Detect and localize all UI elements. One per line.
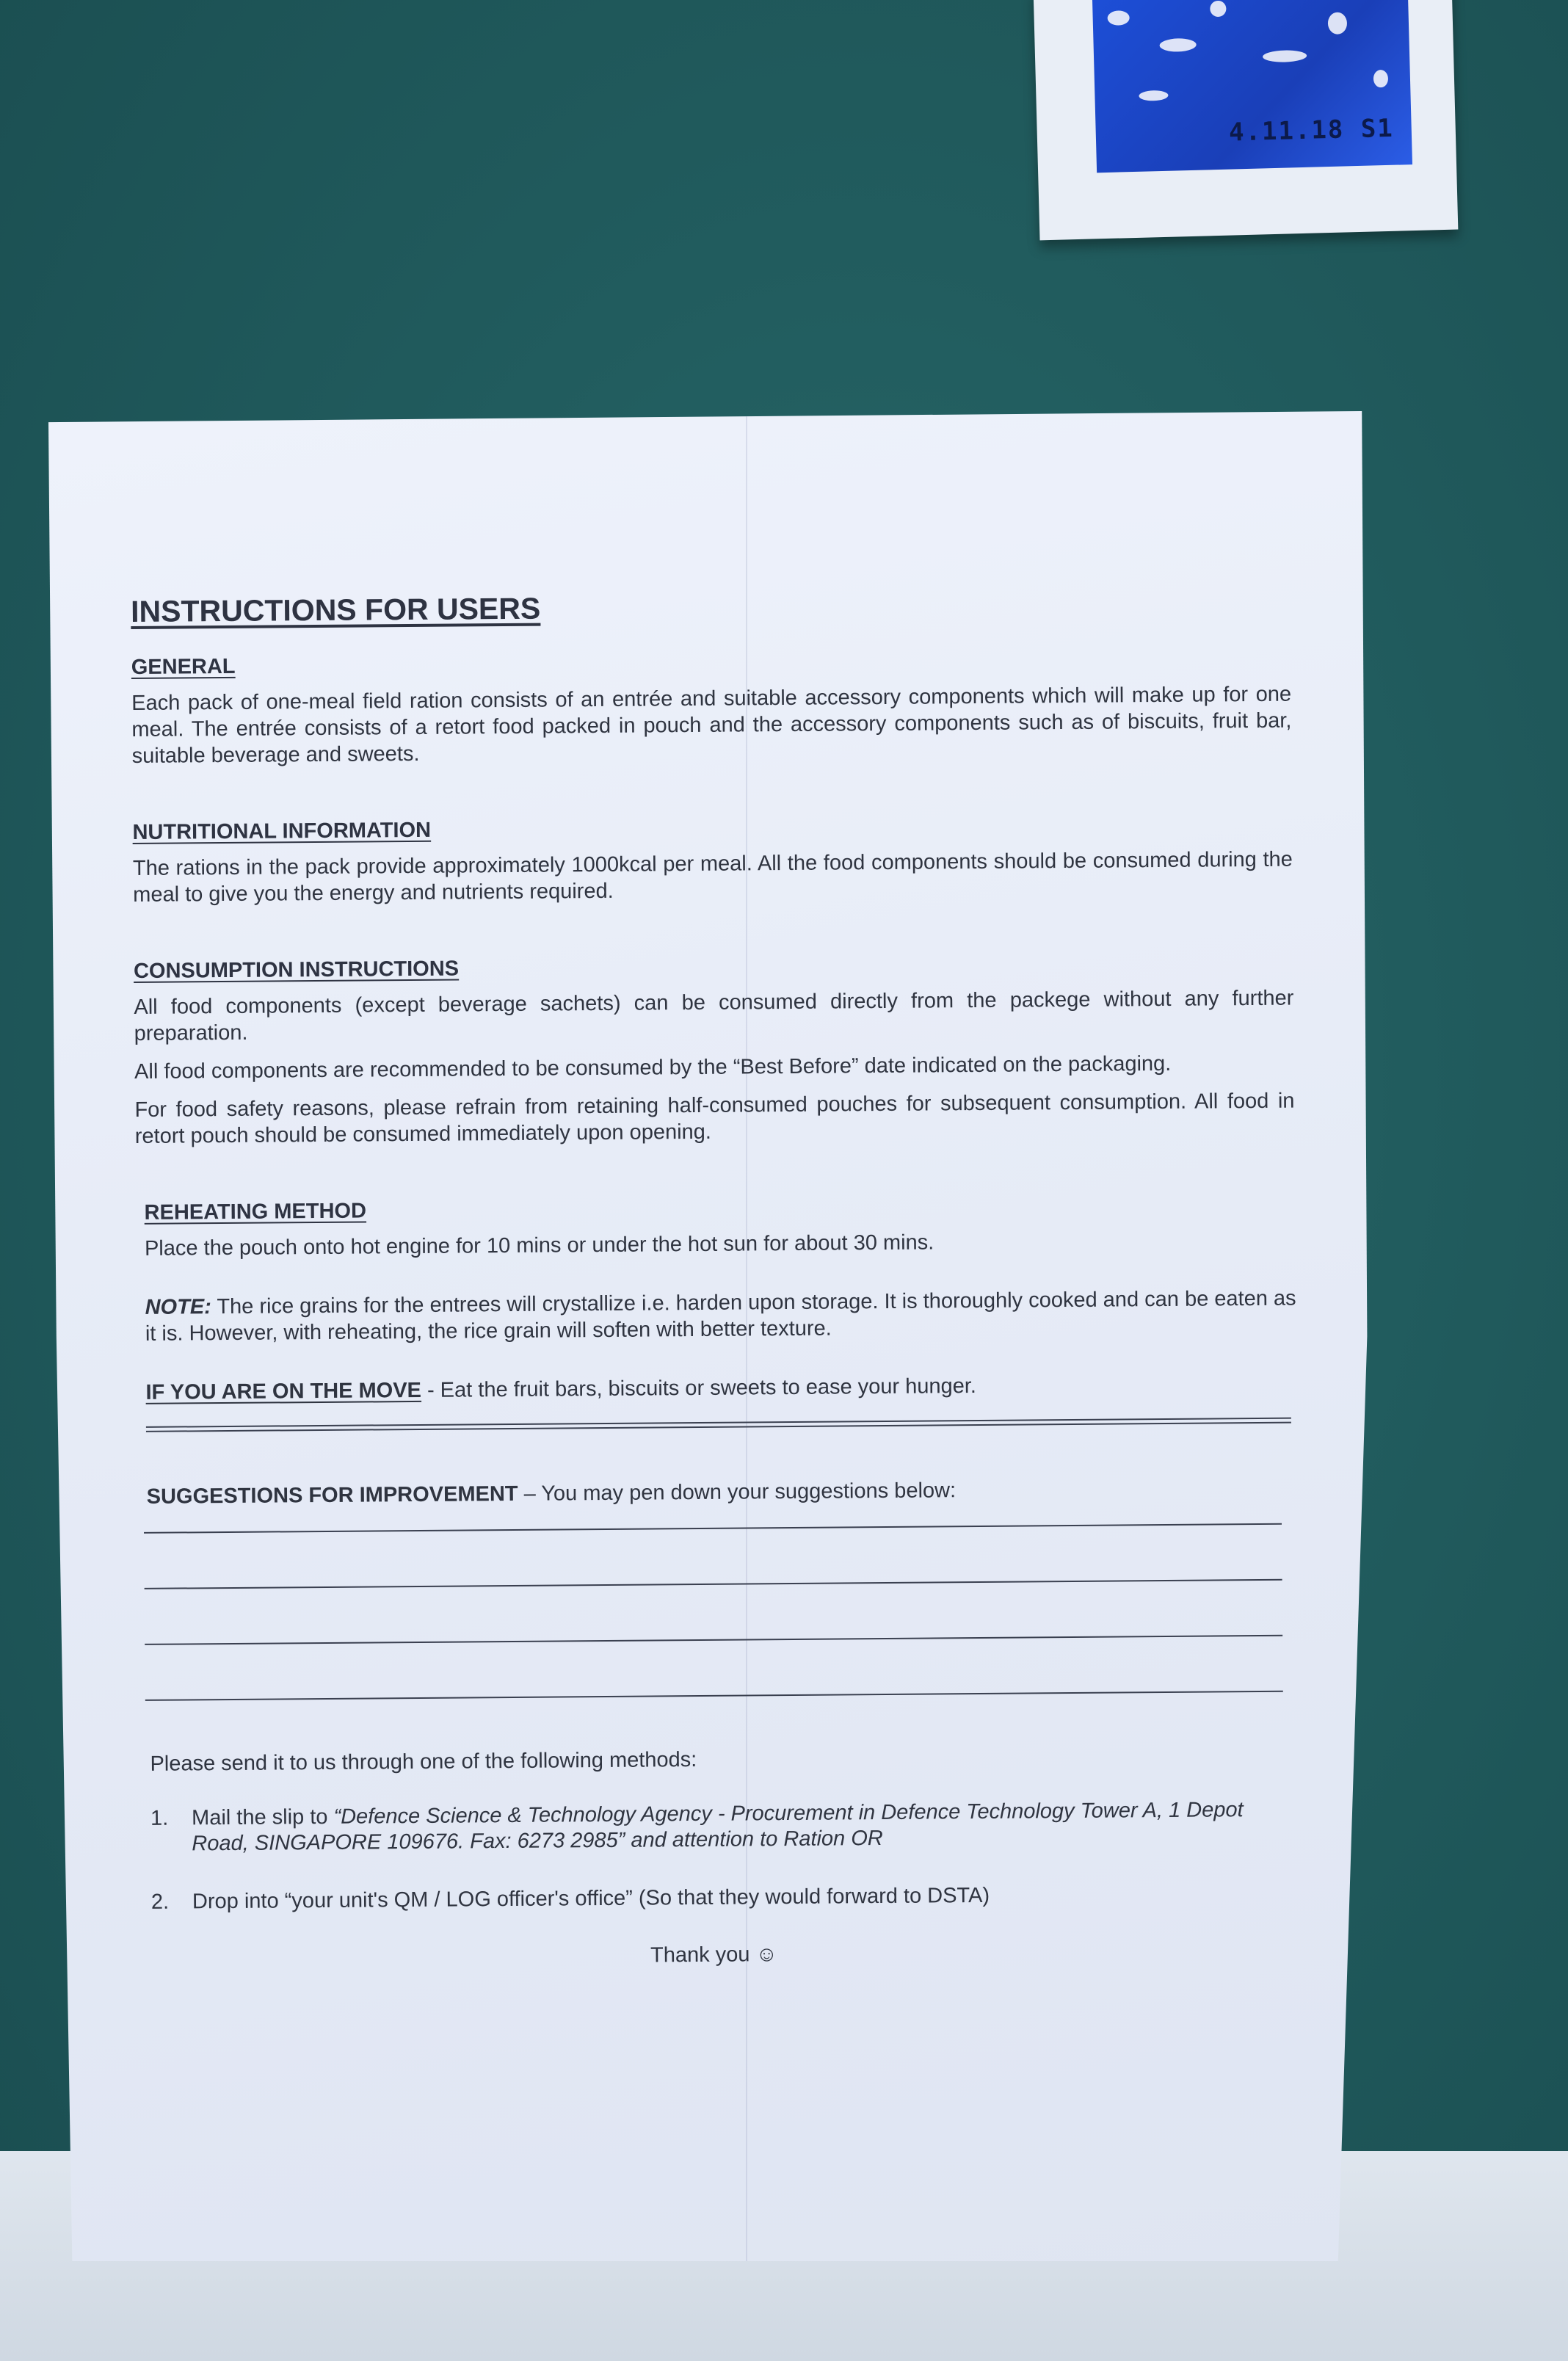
double-rule: [146, 1418, 1291, 1432]
document-title: INSTRUCTIONS FOR USERS: [131, 591, 541, 628]
method-address: “Defence Science & Technology Agency - Procurement in Defence Technology Tower A, 1 Depot Road, SINGAPORE 109676. Fax: 6273 2985” and attention to Ration OR: [192, 1798, 1244, 1856]
general-heading: GENERAL: [131, 654, 236, 679]
consumption-paragraph: All food components (except beverage sachets) can be consumed directly from the packege without any further preparation.: [134, 986, 1294, 1045]
nutrition-text: The rations in the pack provide approximately 1000kcal per meal. All the food components should be consumed during the meal to give you the energy and nutrients required.: [132, 847, 1293, 907]
note-paragraph: [136, 1285, 1296, 1347]
reheating-heading: REHEATING METHOD: [144, 1199, 367, 1225]
section-consumption: [134, 951, 1295, 1150]
suggestions-heading: SUGGESTIONS FOR IMPROVEMENT: [146, 1481, 518, 1509]
suggestion-write-line[interactable]: [144, 1525, 1282, 1589]
method-item: [151, 1881, 1301, 1915]
method-text: [192, 1881, 1279, 1915]
consumption-heading: CONSUMPTION INSTRUCTIONS: [133, 957, 460, 983]
sachet-blue-print: [1092, 0, 1412, 173]
note-text: The rice grains for the entrees will crystallize i.e. harden upon storage. It is thoroughly cooked and can be eaten as it is. However, with reheating, the rice grain will soften with better texture.: [145, 1286, 1296, 1346]
thank-you-text: Thank you ☺: [650, 1943, 778, 1968]
on-the-move-line: [137, 1371, 1296, 1406]
method-text: [192, 1797, 1279, 1857]
consumption-paragraph: For food safety reasons, please refrain from retaining half-consumed pouches for subsequent consumption. All food in retort pouch should be consumed immediately upon opening.: [134, 1089, 1295, 1148]
suggestion-write-line[interactable]: [145, 1636, 1283, 1701]
method-item: [150, 1797, 1301, 1857]
section-nutrition: [132, 812, 1293, 908]
reheating-text: Place the pouch onto hot engine for 10 mins or under the hot sun for about 30 mins.: [144, 1230, 934, 1261]
suggestions-text: – You may pen down your suggestions below:: [518, 1479, 957, 1506]
method-number: 2.: [150, 1890, 170, 1914]
general-text: Each pack of one-meal field ration consists of an entrée and suitable accessory components which will make up for one meal. The entrée consists of a retort food packed in pouch and the accessory components such as of biscuits, fruit bar, suitable beverage and sweets.: [131, 682, 1292, 768]
method-prefix: Mail the slip to: [191, 1805, 334, 1830]
method-number: 1.: [150, 1806, 169, 1830]
consumption-paragraph: All food components are recommended to be consumed by the “Best Before” date indicated on the packaging.: [134, 1051, 1172, 1084]
nutrition-heading: NUTRITIONAL INFORMATION: [132, 818, 432, 844]
note-label: NOTE:: [145, 1295, 211, 1319]
ration-sachet: [1034, 0, 1459, 240]
sachet-date-code: 4.11.18 S1: [1228, 113, 1395, 148]
on-the-move-text: - Eat the fruit bars, biscuits or sweets to ease your hunger.: [421, 1374, 977, 1402]
method-prefix: Drop into “your unit's QM / LOG officer's office” (So that they would forward to DSTA): [192, 1883, 990, 1914]
instruction-text: [131, 586, 1302, 1972]
section-reheating: [135, 1192, 1296, 1262]
methods-intro: Please send it to us through one of the following methods:: [150, 1747, 697, 1776]
on-the-move-heading: IF YOU ARE ON THE MOVE: [145, 1378, 422, 1404]
section-general: [131, 647, 1292, 769]
suggestion-write-line[interactable]: [145, 1581, 1283, 1645]
